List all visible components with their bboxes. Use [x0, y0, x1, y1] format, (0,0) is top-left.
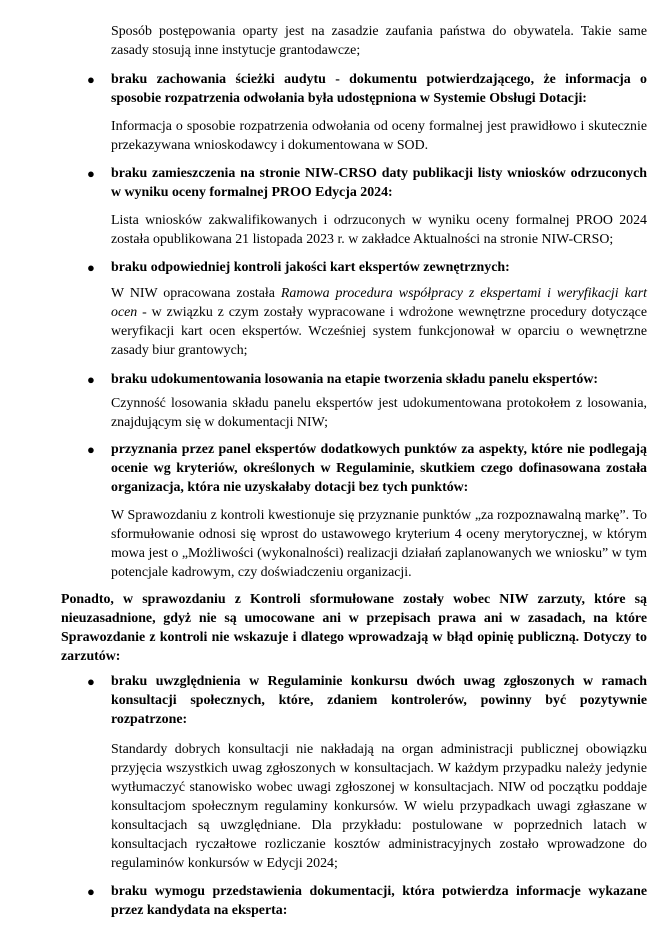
paragraph: Informacja o sposobie rozpatrzenia odwołania od oceny formalnej jest prawidłowo i skutecznie przekazywana wnioskodawcy i dokumentowana w SOD. [111, 119, 647, 153]
bullet-item [87, 672, 647, 729]
bullet-item [87, 258, 647, 277]
bullet-item [87, 370, 647, 389]
bullet-icon: ● [87, 884, 95, 899]
bullet-text: braku wymogu przedstawienia dokumentacji, która potwierdza informacje wykazane przez kandydata na eksperta: [111, 884, 647, 918]
paragraph: Czynność losowania składu panelu ekspertów jest udokumentowana protokołem z losowania, znajdującym się w dokumentacji NIW; [111, 396, 647, 430]
bullet-icon: ● [87, 442, 95, 457]
paragraph: Lista wniosków zakwalifikowanych i odrzuconych w wyniku oceny formalnej PROO 2024 została opublikowana 21 listopada 2023 r. w zakładce Aktualności na stronie NIW-CRSO; [111, 213, 647, 247]
paragraph-text: - w związku z czym zostały wypracowane i wdrożone wewnętrzne procedury dotyczące weryfikacji kart ocen ekspertów. Wcześniej system funkcjonował w oparciu o wewnętrzne zasady biur grantowych; [111, 305, 647, 358]
bullet-text: braku odpowiedniej kontroli jakości kart ekspertów zewnętrznych: [111, 260, 510, 275]
paragraph-text: W NIW opracowana została [111, 286, 281, 301]
bullet-text: braku udokumentowania losowania na etapie tworzenia składu panelu ekspertów: [111, 372, 599, 387]
bullet-item [87, 164, 647, 202]
bullet-text: braku zamieszczenia na stronie NIW-CRSO daty publikacji listy wniosków odrzuconych w wyniku oceny formalnej PROO Edycja 2024: [111, 166, 647, 200]
bullet-icon: ● [87, 72, 95, 87]
bullet-item [87, 70, 647, 108]
paragraph: W Sprawozdaniu z kontroli kwestionuje się przyznanie punktów „za rozpoznawalną markę”. To sformułowanie odnosi się wprost do ustawowego kryterium 4 oceny merytorycznej, w którym mowa jest o „Możliwości (wykonalności) realizacji działań zaplanowanych we wniosku” w tym potencjale kadrowym, czy doświadczeniu organizacji. [111, 508, 647, 580]
bullet-item [87, 440, 647, 497]
paragraph-bold: Ponadto, w sprawozdaniu z Kontroli sformułowane zostały wobec NIW zarzuty, które są nieuzasadnione, gdyż nie są umocowane ani w przepisach prawa ani w zasadach, na które Sprawozdanie z kontroli nie wskazuje i dlatego wprowadzają w błąd opinię publiczną. Dotyczy to zarzutów: [61, 592, 647, 664]
bullet-item [87, 882, 647, 920]
bullet-text: braku zachowania ścieżki audytu - dokumentu potwierdzającego, że informacja o sposobie rozpatrzenia odwołania była udostępniona w Systemie Obsługi Dotacji: [111, 72, 647, 106]
bullet-icon: ● [87, 260, 95, 275]
paragraph: Sposób postępowania oparty jest na zasadzie zaufania państwa do obywatela. Takie same zasady stosują inne instytucje grantodawcze; [111, 24, 647, 58]
bullet-text: braku uwzględnienia w Regulaminie konkursu dwóch uwag zgłoszonych w ramach konsultacji społecznych, które, zdaniem kontrolerów, powinny być pozytywnie rozpatrzone: [111, 674, 647, 727]
paragraph-rich [111, 284, 647, 360]
bullet-icon: ● [87, 372, 95, 387]
bullet-icon: ● [87, 674, 95, 689]
paragraph: Standardy dobrych konsultacji nie nakładają na organ administracji publicznej obowiązku przyjęcia wszystkich uwag zgłoszonych w konsultacjach. W każdym przypadku należy jedynie wytłumaczyć stanowisko wobec uwagi zgłoszonej w konsultacjach. NIW od początku poddaje konsultacjom społecznym regulaminy konkursów. W wielu przypadkach uwagi zgłaszane w konsultacjach są uwzględniane. Dla przykładu: postulowane w poprzednich latach w konsultacjach ryczałtowe rozliczanie kosztów administracyjnych zostało wprowadzone do regulaminów konkursów w Edycji 2024; [111, 742, 647, 871]
bullet-icon: ● [87, 166, 95, 181]
paragraph-italic-title: Ramowa procedura współpracy z ekspertami i weryfikacji kart ocen [111, 286, 647, 320]
bullet-text: przyznania przez panel ekspertów dodatkowych punktów za aspekty, które nie podlegają ocenie wg kryteriów, określonych w Regulaminie, skutkiem czego dofinasowana została organizacja, która nie uzyskałaby dotacji bez tych punktów: [111, 442, 647, 495]
